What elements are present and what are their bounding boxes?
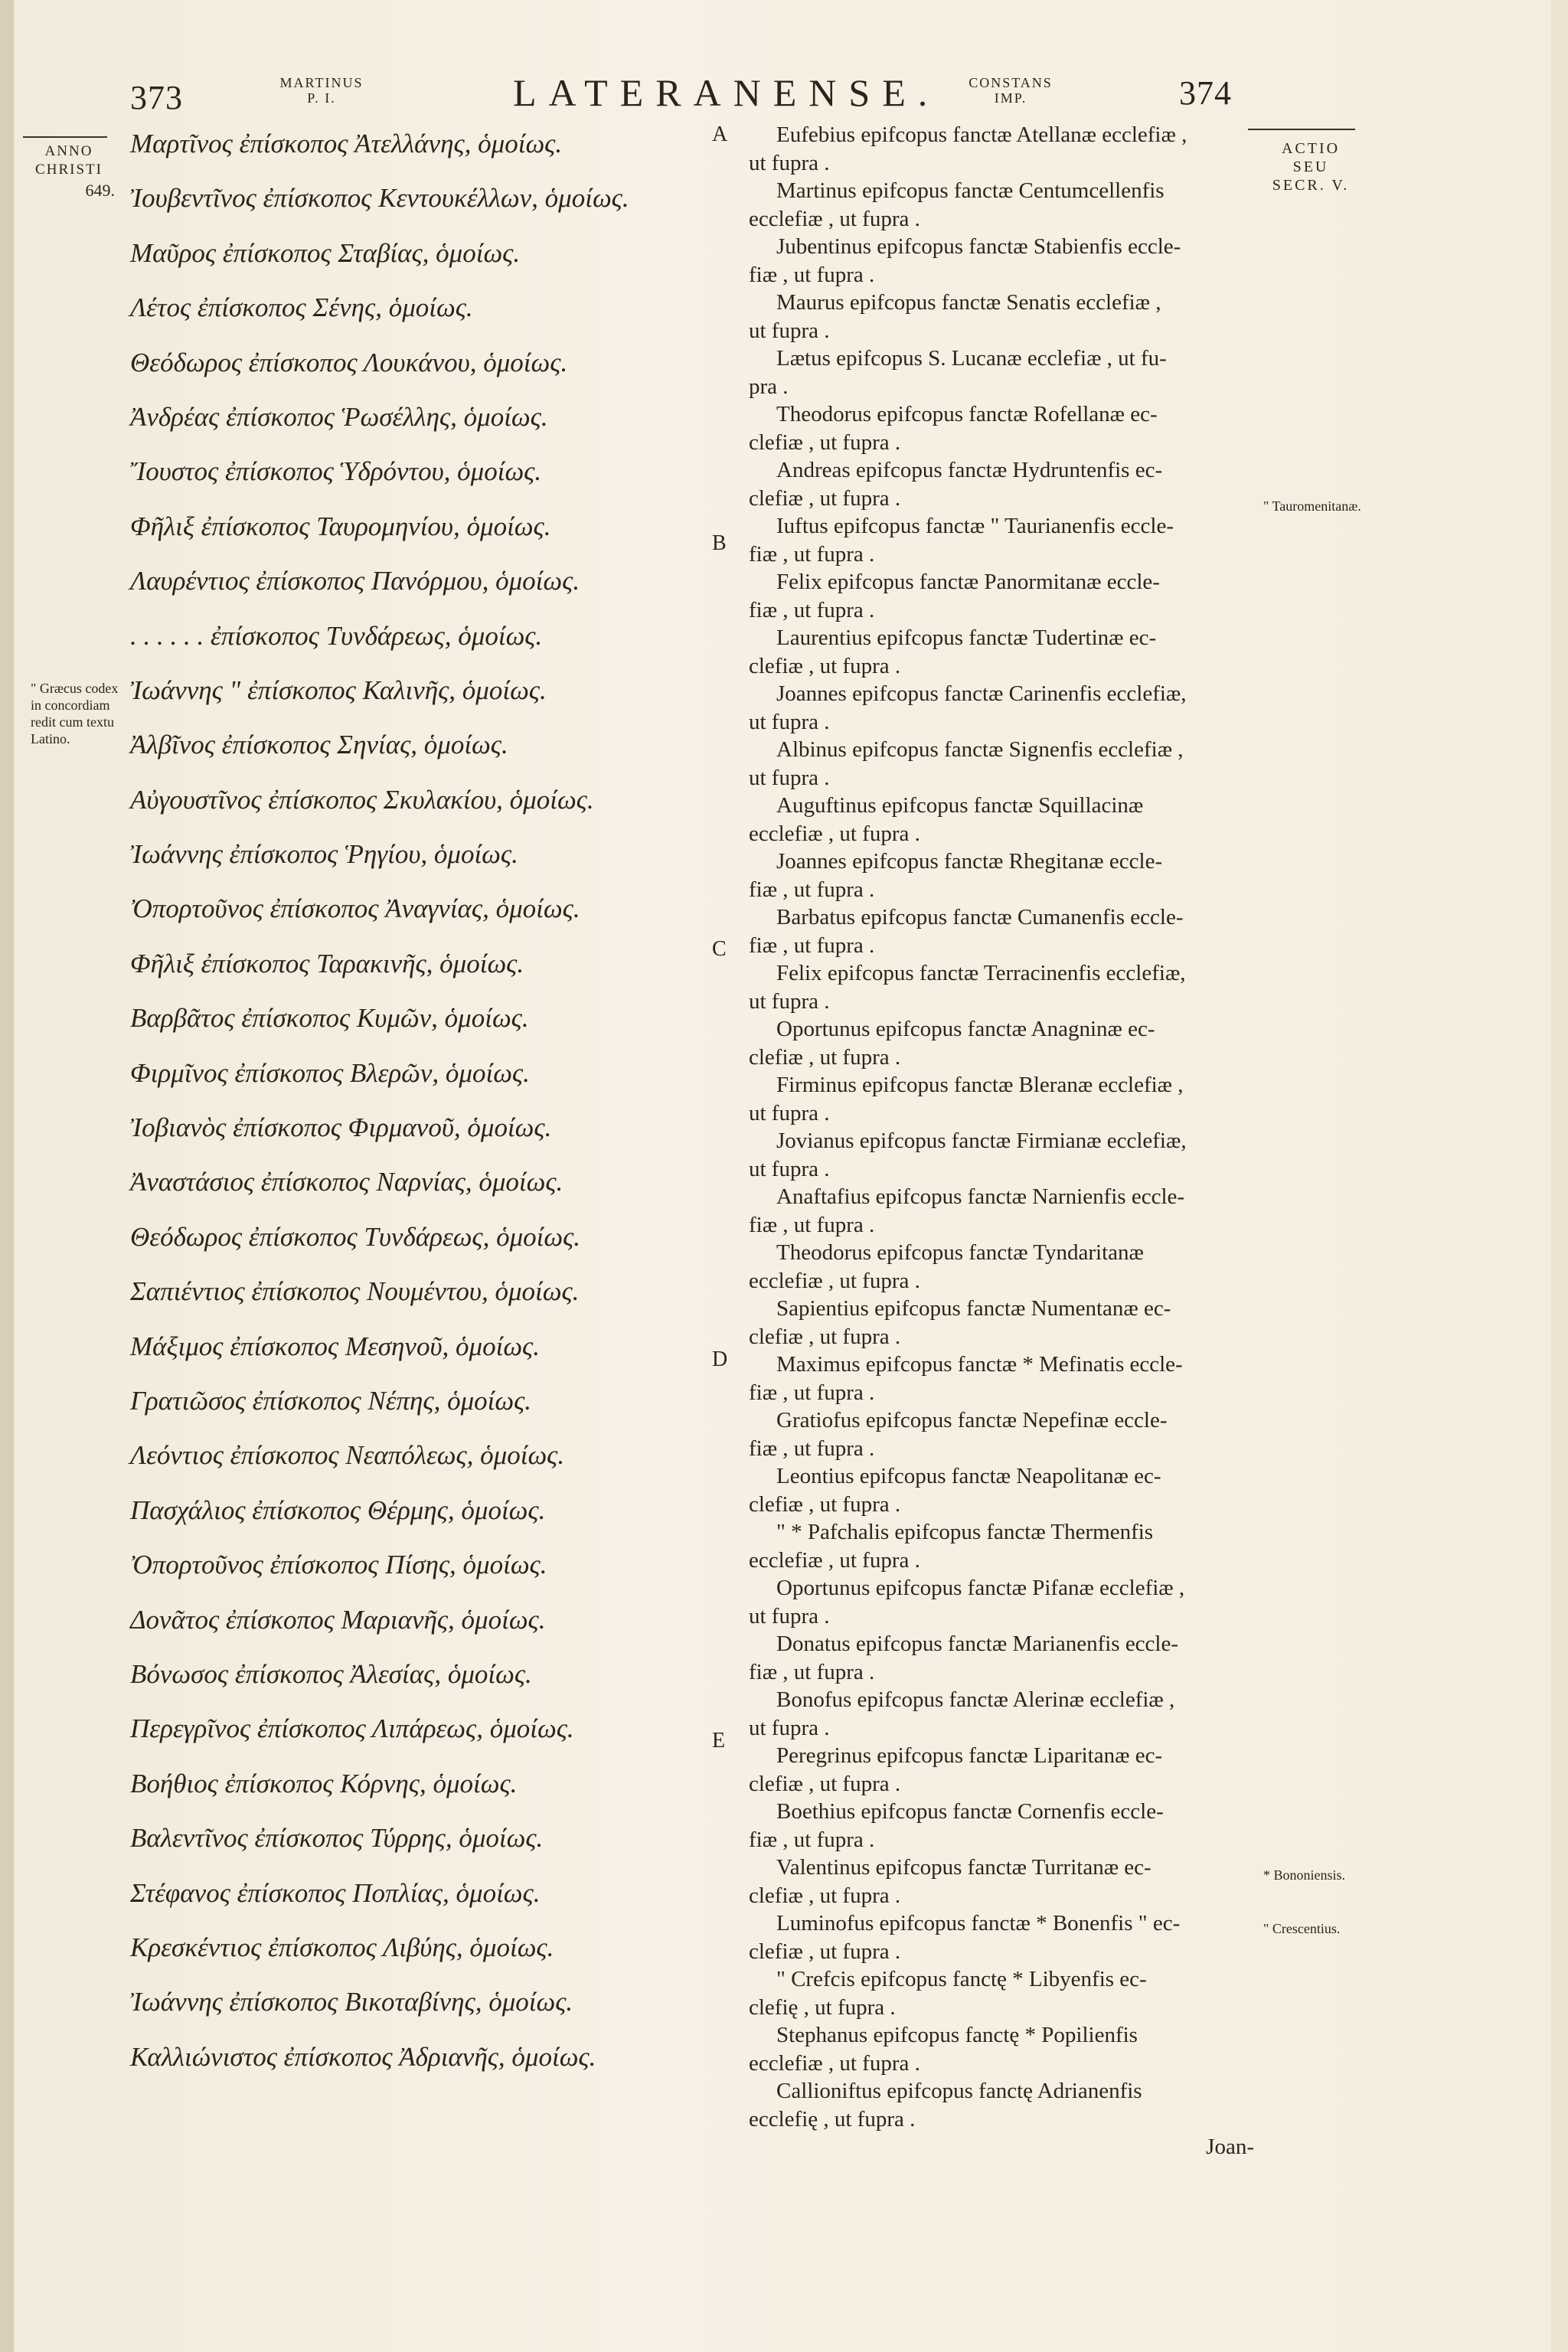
greek-line: Βαλεντῖνος ἐπίσκοπος Τύρρης, ὁμοίως. <box>130 1823 544 1854</box>
running-head-right-line2: IMP. <box>994 90 1027 106</box>
right-margin <box>1256 0 1363 2352</box>
latin-line: fiæ , ut fupra . <box>749 262 875 287</box>
page-edge-left <box>0 0 14 2352</box>
latin-line: Bonofus epifcopus fanctæ Alerinæ ecclefiæ , <box>776 1687 1175 1712</box>
latin-line: clefiæ , ut fupra . <box>749 430 901 455</box>
latin-line: ecclefiæ , ut fupra . <box>749 2050 920 2076</box>
catchword: Joan- <box>1206 2135 1254 2159</box>
running-head-left-line1: MARTINUS <box>279 75 364 90</box>
latin-line: ut fupra . <box>749 1156 830 1181</box>
greek-line: Αὐγουστῖνος ἐπίσκοπος Σκυλακίου, ὁμοίως. <box>130 784 594 815</box>
latin-line: fiæ , ut fupra . <box>749 541 875 567</box>
margin-rule <box>23 136 107 138</box>
greek-line: Κρεσκέντιος ἐπίσκοπος Λιβύης, ὁμοίως. <box>130 1932 554 1962</box>
latin-line: ut fupra . <box>749 765 830 790</box>
latin-line: Valentinus epifcopus fanctæ Turritanæ ec- <box>776 1855 1152 1880</box>
margin-christi: CHRISTI <box>35 162 103 178</box>
latin-line: ecclefiæ , ut fupra . <box>749 206 920 231</box>
latin-line: ut fupra . <box>749 150 830 175</box>
greek-line: Λαυρέντιος ἐπίσκοπος Πανόρμου, ὁμοίως. <box>130 566 580 596</box>
latin-line: Eufebius epifcopus fanctæ Atellanæ ecclefiæ , <box>776 122 1187 147</box>
running-head-right <box>961 75 1060 106</box>
latin-line: clefiæ , ut fupra . <box>749 1491 901 1517</box>
greek-line: Ἰωάννης " ἐπίσκοπος Καλινῆς, ὁμοίως. <box>130 675 547 705</box>
latin-line: Joannes epifcopus fanctæ Carinenfis ecclefiæ, <box>776 681 1187 706</box>
latin-line: clefiæ , ut fupra . <box>749 1883 901 1908</box>
margin-actio-line3: SECR. V. <box>1272 177 1350 194</box>
margin-year: 649. <box>85 181 115 200</box>
margin-note-crescen: " Crescentius. <box>1263 1921 1341 1936</box>
latin-line: clefiæ , ut fupra . <box>749 653 901 678</box>
greek-line: Θεόδωρος ἐπίσκοπος Λουκάνου, ὁμοίως. <box>130 347 568 377</box>
greek-line: Βοήθιος ἐπίσκοπος Κόρνης, ὁμοίως. <box>130 1768 518 1798</box>
section-letter: A <box>712 122 728 146</box>
latin-line: Theodorus epifcopus fanctæ Tyndaritanæ <box>776 1240 1144 1265</box>
latin-line: fiæ , ut fupra . <box>749 933 875 958</box>
latin-line: clefiæ , ut fupra . <box>749 1324 901 1349</box>
latin-line: Anaftafius epifcopus fanctæ Narnienfis eccle- <box>776 1184 1185 1209</box>
greek-line: Ἰουβεντῖνος ἐπίσκοπος Κεντουκέλλων, ὁμοίως. <box>130 183 629 214</box>
greek-column <box>130 122 712 2090</box>
page-title: LATERANENSE. <box>513 71 940 114</box>
latin-line: Albinus epifcopus fanctæ Signenfis ecclefiæ , <box>776 737 1184 762</box>
section-letter: C <box>712 937 727 961</box>
latin-line: Martinus epifcopus fanctæ Centumcellenfis <box>776 178 1165 203</box>
greek-line: Βαρβᾶτος ἐπίσκοπος Κυμῶν, ὁμοίως. <box>130 1003 529 1034</box>
latin-line: ut fupra . <box>749 1603 830 1628</box>
latin-line: Stephanus epifcopus fanctę * Popilienfis <box>776 2023 1138 2047</box>
greek-line: Καλλιώνιστος ἐπίσκοπος Ἀδριανῆς, ὁμοίως. <box>130 2041 596 2072</box>
latin-line: " Crefcis epifcopus fanctę * Libyenfis ec- <box>776 1967 1147 1991</box>
latin-line: " * Pafchalis epifcopus fanctæ Thermenfis <box>776 1520 1154 1544</box>
page-number-left: 373 <box>130 79 183 116</box>
greek-line: Λέτος ἐπίσκοπος Σένης, ὁμοίως. <box>130 292 473 323</box>
margin-actio <box>1265 139 1357 194</box>
greek-line: Φῆλιξ ἐπίσκοπος Ταρακινῆς, ὁμοίως. <box>130 948 524 978</box>
latin-line: Laurentius epifcopus fanctæ Tudertinæ ec- <box>776 626 1157 650</box>
latin-line: fiæ , ut fupra . <box>749 1436 875 1461</box>
running-head-left-line2: P. I. <box>307 90 336 106</box>
greek-line: Μαῦρος ἐπίσκοπος Σταβίας, ὁμοίως. <box>130 237 521 268</box>
left-margin-date <box>23 136 115 201</box>
section-letters <box>712 0 743 2352</box>
greek-line: Ἰωάννης ἐπίσκοπος Βικοταβίνης, ὁμοίως. <box>130 1987 573 2017</box>
margin-actio-line1: ACTIO <box>1281 140 1341 157</box>
latin-line: fiæ , ut fupra . <box>749 877 875 902</box>
greek-line: Φιρμῖνος ἐπίσκοπος Βλερῶν, ὁμοίως. <box>130 1057 530 1088</box>
latin-line: clefiæ , ut fupra . <box>749 1939 901 1964</box>
greek-line: Ἀλβῖνος ἐπίσκοπος Σηνίας, ὁμοίως. <box>130 730 508 760</box>
latin-line: clefię , ut fupra . <box>749 1994 896 2020</box>
greek-line: Δονᾶτος ἐπίσκοπος Μαριανῆς, ὁμοίως. <box>130 1604 546 1635</box>
latin-line: fiæ , ut fupra . <box>749 1212 875 1237</box>
latin-line: Felix epifcopus fanctæ Terracinenfis ecclefiæ, <box>776 961 1186 985</box>
latin-line: ut fupra . <box>749 1715 830 1740</box>
latin-line: ut fupra . <box>749 709 830 734</box>
latin-line: Oportunus epifcopus fanctæ Anagninæ ec- <box>776 1017 1155 1041</box>
greek-line: Θεόδωρος ἐπίσκοπος Τυνδάρεως, ὁμοίως. <box>130 1221 581 1252</box>
page-edge-right <box>1551 0 1568 2352</box>
latin-line: Barbatus epifcopus fanctæ Cumanenfis eccle- <box>776 905 1184 929</box>
latin-line: Firminus epifcopus fanctæ Bleranæ ecclefiæ , <box>776 1073 1184 1097</box>
greek-line: Μαρτῖνος ἐπίσκοπος Ἀτελλάνης, ὁμοίως. <box>130 129 563 158</box>
margin-note-tauro: " Tauromenitanæ. <box>1263 498 1361 514</box>
latin-line: Felix epifcopus fanctæ Panormitanæ eccle- <box>776 570 1160 594</box>
latin-line: fiæ , ut fupra . <box>749 1380 875 1405</box>
latin-line: clefiæ , ut fupra . <box>749 1771 901 1796</box>
latin-line: fiæ , ut fupra . <box>749 1827 875 1852</box>
latin-line: Peregrinus epifcopus fanctæ Liparitanæ ec- <box>776 1743 1163 1768</box>
latin-line: Callioniftus epifcopus fanctę Adrianenfis <box>776 2079 1142 2103</box>
greek-line: Ἀναστάσιος ἐπίσκοπος Ναρνίας, ὁμοίως. <box>130 1167 564 1197</box>
latin-line: Donatus epifcopus fanctæ Marianenfis eccle- <box>776 1632 1179 1656</box>
greek-line: Ἰωάννης ἐπίσκοπος Ῥηγίου, ὁμοίως. <box>130 839 518 870</box>
latin-line: Leontius epifcopus fanctæ Neapolitanæ ec- <box>776 1464 1161 1488</box>
latin-line: Maximus epifcopus fanctæ * Mefinatis eccle- <box>776 1352 1183 1377</box>
greek-line: Περεγρῖνος ἐπίσκοπος Λιπάρεως, ὁμοίως. <box>130 1713 574 1744</box>
section-letter: D <box>712 1348 728 1371</box>
latin-line: Oportunus epifcopus fanctæ Pifanæ ecclefiæ , <box>776 1576 1185 1600</box>
greek-line: Στέφανος ἐπίσκοπος Ποπλίας, ὁμοίως. <box>130 1877 541 1908</box>
section-letter: E <box>712 1729 726 1753</box>
latin-line: clefiæ , ut fupra . <box>749 485 901 511</box>
section-letter: B <box>712 531 727 555</box>
latin-line: ut fupra . <box>749 318 830 343</box>
greek-line: Ἀνδρέας ἐπίσκοπος Ῥωσέλλης, ὁμοίως. <box>130 401 548 432</box>
latin-line: Jubentinus epifcopus fanctæ Stabienfis eccle- <box>776 234 1181 259</box>
greek-line: Γρατιῶσος ἐπίσκοπος Νέπης, ὁμοίως. <box>130 1385 532 1416</box>
page-number-right: 374 <box>1179 74 1232 112</box>
latin-line: Andreas epifcopus fanctæ Hydruntenfis ec- <box>776 458 1163 482</box>
latin-line: ecclefiæ , ut fupra . <box>749 1268 920 1293</box>
latin-line: ut fupra . <box>749 988 830 1014</box>
latin-column <box>749 121 1269 2161</box>
latin-line: clefiæ , ut fupra . <box>749 1044 901 1070</box>
latin-line: Lætus epifcopus S. Lucanæ ecclefiæ , ut fu- <box>776 346 1167 371</box>
greek-line: Σαπιέντιος ἐπίσκοπος Νουμέντου, ὁμοίως. <box>130 1276 580 1307</box>
latin-line: ecclefiæ , ut fupra . <box>749 821 920 846</box>
latin-line: ecclefię , ut fupra . <box>749 2106 916 2132</box>
margin-actio-line2: SEU <box>1292 158 1329 175</box>
latin-line: Jovianus epifcopus fanctæ Firmianæ ecclefiæ, <box>776 1129 1187 1153</box>
greek-line: Ὀπορτοῦνος ἐπίσκοπος Ἀναγνίας, ὁμοίως. <box>130 893 580 924</box>
latin-line: Iuftus epifcopus fanctæ " Taurianenfis eccle- <box>776 514 1174 538</box>
latin-line: fiæ , ut fupra . <box>749 597 875 622</box>
latin-line: pra . <box>749 374 789 399</box>
latin-line: ecclefiæ , ut fupra . <box>749 1547 920 1573</box>
greek-line: Λεόντιος ἐπίσκοπος Νεαπόλεως, ὁμοίως. <box>130 1440 565 1471</box>
greek-line: Ἰοβιανὸς ἐπίσκοπος Φιρμανοῦ, ὁμοίως. <box>130 1112 552 1143</box>
greek-line: Βόνωσος ἐπίσκοπος Ἀλεσίας, ὁμοίως. <box>130 1658 532 1689</box>
latin-line: Auguftinus epifcopus fanctæ Squillacinæ <box>776 793 1144 818</box>
greek-line: Μάξιμος ἐπίσκοπος Μεσηνοῦ, ὁμοίως. <box>130 1331 540 1361</box>
latin-line: Theodorus epifcopus fanctæ Rofellanæ ec- <box>776 402 1158 426</box>
latin-line: Maurus epifcopus fanctæ Senatis ecclefiæ , <box>776 290 1161 315</box>
latin-line: Luminofus epifcopus fanctæ * Bonenfis " ec- <box>776 1911 1181 1936</box>
greek-line: Ὀπορτοῦνος ἐπίσκοπος Πίσης, ὁμοίως. <box>130 1550 547 1580</box>
margin-anno: ANNO <box>44 143 93 159</box>
latin-line: Sapientius epifcopus fanctæ Numentanæ ec- <box>776 1296 1171 1321</box>
greek-line: Ἴουστος ἐπίσκοπος Ὑδρόντου, ὁμοίως. <box>130 456 542 487</box>
margin-note-bonon: * Bononiensis. <box>1263 1867 1346 1883</box>
latin-line: Boethius epifcopus fanctæ Cornenfis eccle- <box>776 1799 1164 1824</box>
greek-line: . . . . . . ἐπίσκοπος Τυνδάρεως, ὁμοίως. <box>130 620 543 651</box>
running-head-right-line1: CONSTANS <box>969 75 1053 90</box>
running-head-left <box>279 75 364 106</box>
latin-line: fiæ , ut fupra . <box>749 1659 875 1684</box>
latin-line: Gratiofus epifcopus fanctæ Nepefinæ eccle- <box>776 1408 1168 1432</box>
greek-line: Πασχάλιος ἐπίσκοπος Θέρμης, ὁμοίως. <box>130 1494 546 1525</box>
latin-line: Joannes epifcopus fanctæ Rhegitanæ eccle- <box>776 849 1163 874</box>
greek-line: Φῆλιξ ἐπίσκοπος Ταυρομηνίου, ὁμοίως. <box>130 511 551 541</box>
latin-line: ut fupra . <box>749 1100 830 1125</box>
margin-note-greek: " Græcus codex in concordiam redit cum textu Latino. <box>31 681 119 746</box>
